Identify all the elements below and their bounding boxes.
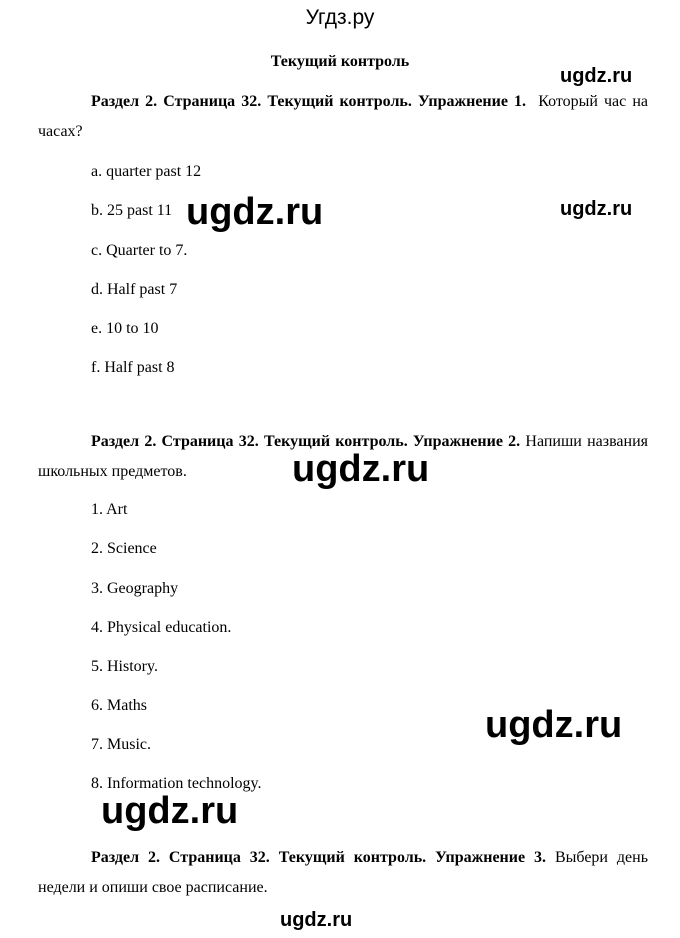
- list-item: d. Half past 7: [91, 281, 178, 298]
- exercise-1-heading: Раздел 2. Страница 32. Текущий контроль. Упражнение 1.: [91, 93, 527, 110]
- watermark: ugdz.ru: [485, 704, 623, 746]
- watermark: ugdz.ru: [560, 198, 633, 220]
- list-item: 5. History.: [91, 658, 158, 675]
- list-item: e. 10 to 10: [91, 320, 159, 337]
- list-item: 2. Science: [91, 540, 157, 557]
- list-item: c. Quarter to 7.: [91, 242, 188, 259]
- exercise-1-task: Который час на часах?: [38, 93, 648, 140]
- exercise-2-heading: Раздел 2. Страница 32. Текущий контроль. Упражнение 2.: [91, 433, 521, 450]
- exercise-3-heading: Раздел 2. Страница 32. Текущий контроль. Упражнение 3.: [91, 849, 547, 866]
- list-item: 8. Information technology.: [91, 775, 262, 792]
- list-item: b. 25 past 11: [91, 202, 173, 219]
- exercise-2-task: Напиши названия школьных предметов.: [38, 433, 649, 480]
- exercise-1-prompt: [38, 87, 648, 147]
- list-item: 4. Physical education.: [91, 619, 232, 636]
- list-item: 1. Art: [91, 501, 128, 518]
- watermark: ugdz.ru: [292, 448, 430, 490]
- list-item: a. quarter past 12: [91, 163, 202, 180]
- list-item: 6. Maths: [91, 697, 147, 714]
- exercise-3-task: Выбери день недели и опиши свое расписание.: [38, 849, 649, 896]
- watermark: ugdz.ru: [280, 909, 353, 931]
- exercise-3-prompt: [38, 843, 648, 903]
- site-header: Угдз.ру: [305, 6, 375, 29]
- list-item: f. Half past 8: [91, 359, 175, 376]
- watermark: ugdz.ru: [560, 65, 633, 87]
- watermark: ugdz.ru: [186, 191, 324, 233]
- list-item: 3. Geography: [91, 580, 179, 597]
- watermark: ugdz.ru: [101, 790, 239, 832]
- list-item: 7. Music.: [91, 736, 151, 753]
- page-title: Текущий контроль: [270, 53, 410, 70]
